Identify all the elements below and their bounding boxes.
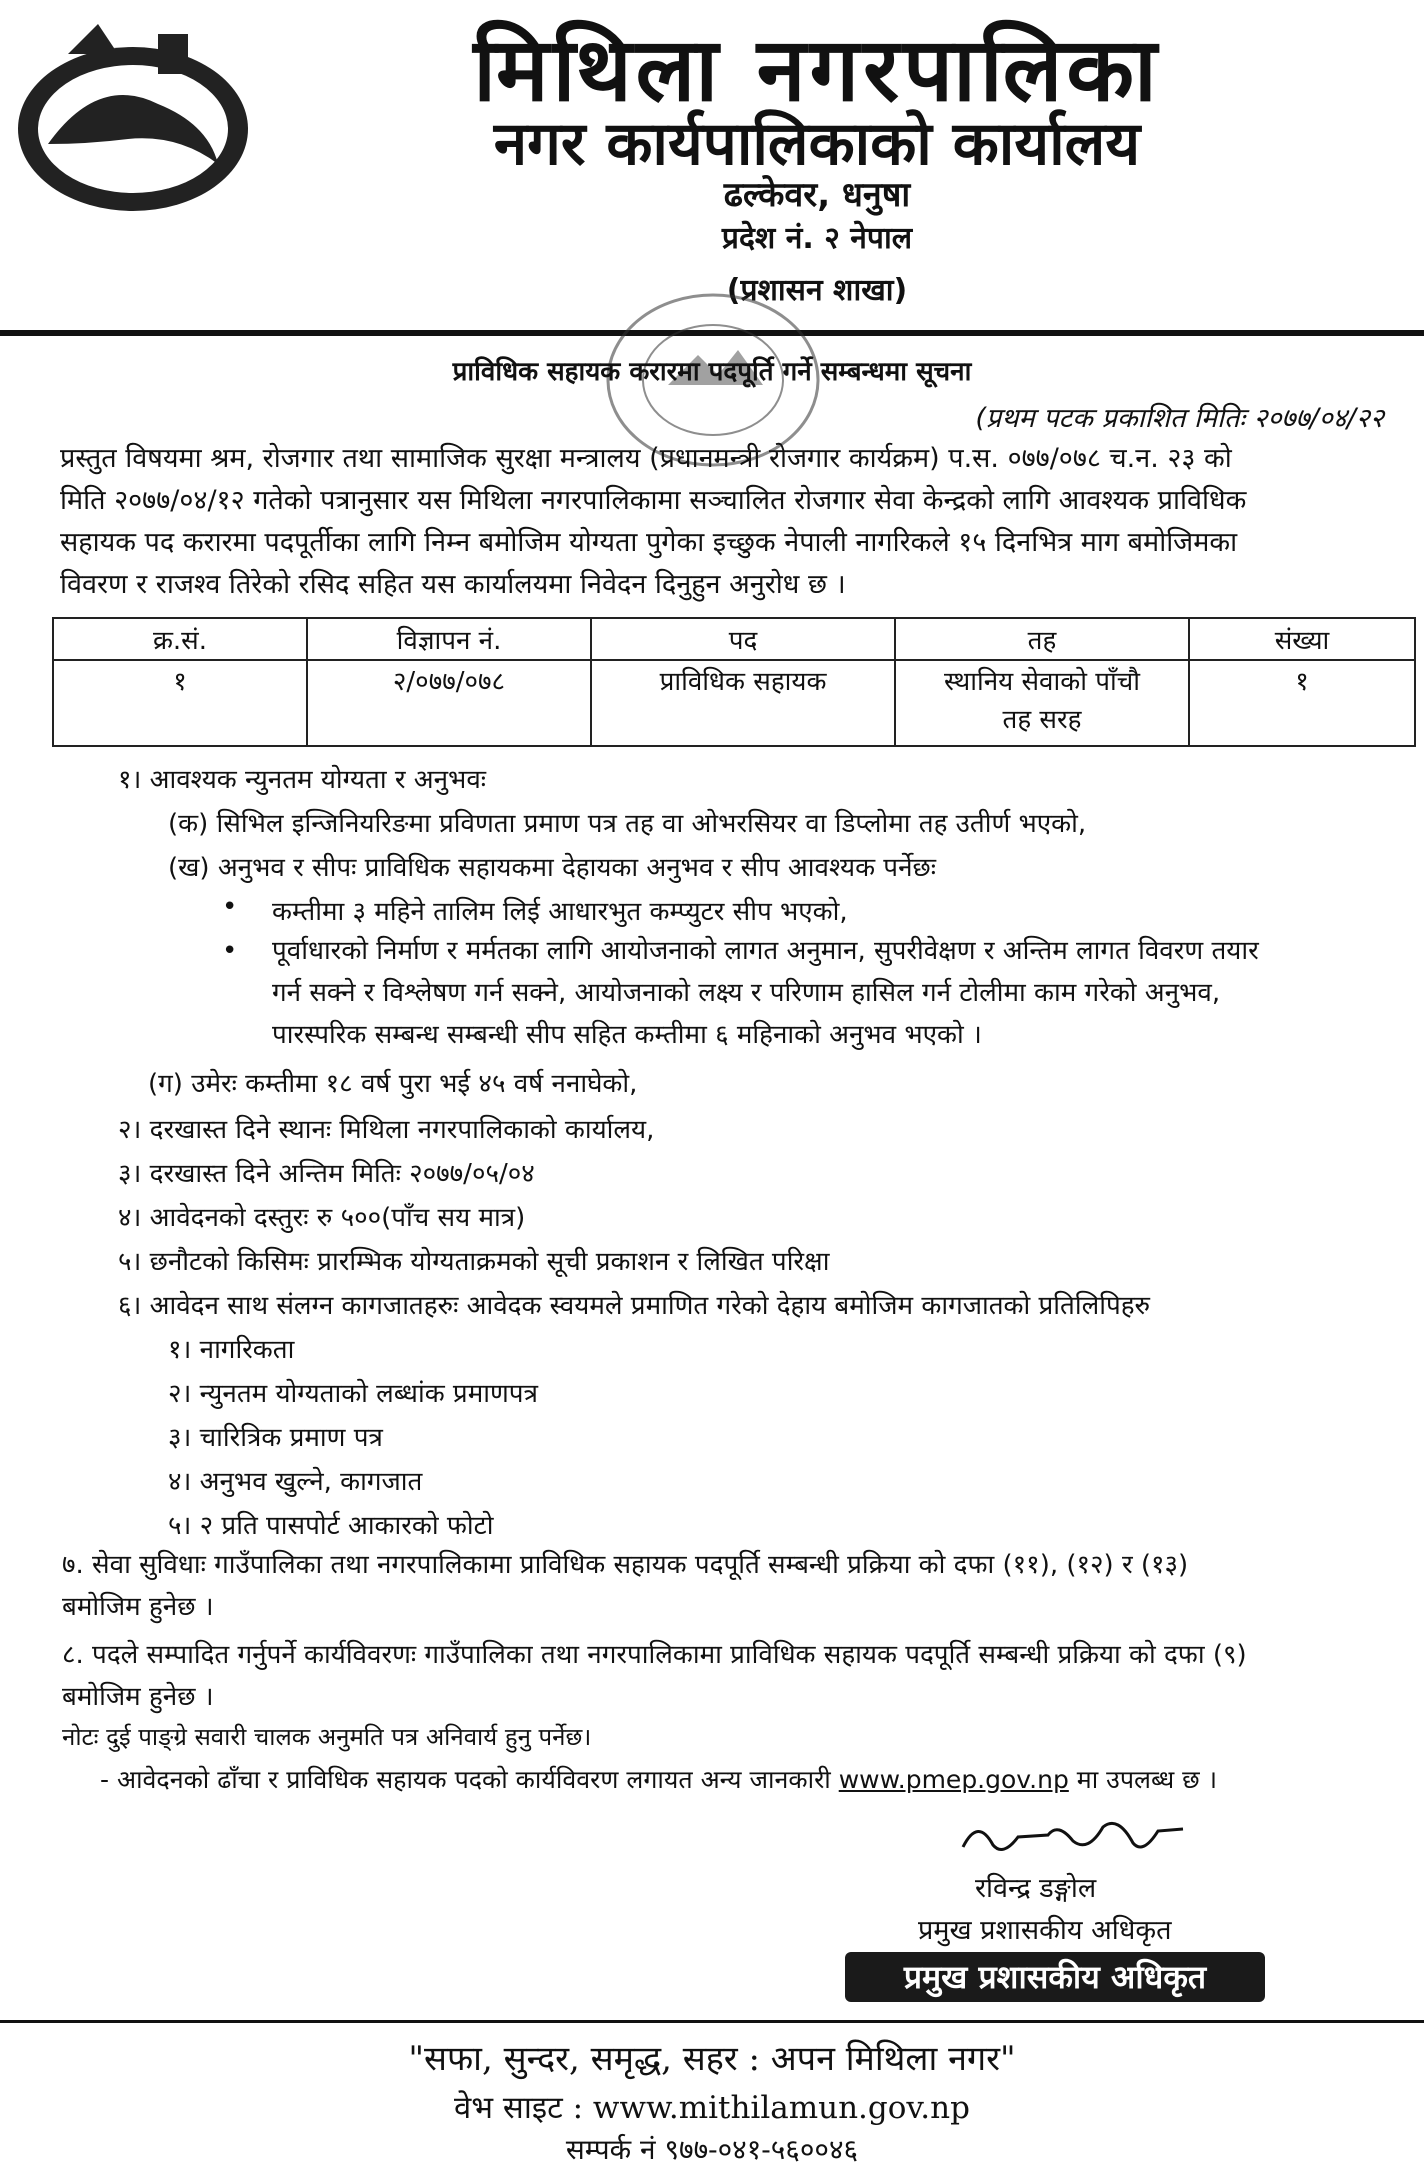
document-item: ५। २ प्रति पासपोर्ट आकारको फोटो — [168, 1511, 494, 1541]
cell-level-line: तह सरह — [1002, 705, 1082, 735]
requirement-1a: (क) सिभिल इन्जिनियरिङमा प्रविणता प्रमाण पत्र तह वा ओभरसियर वा डिप्लोमा तह उतीर्ण भएको, — [168, 809, 1087, 839]
document-item: ३। चारित्रिक प्रमाण पत्र — [168, 1423, 383, 1453]
column-header-sn: क्र.सं. — [53, 618, 307, 660]
office-province: प्रदेश नं. २ नेपाल — [721, 221, 913, 256]
signatory-name: रविन्द्र डङ्गोल — [975, 1873, 1097, 1904]
cell-ad-no: २/०७७/०७८ — [307, 660, 591, 746]
document-item: ४। अनुभव खुल्ने, कागजात — [168, 1467, 423, 1497]
note-1: नोटः दुई पाङ्ग्रे सवारी चालक अनुमति पत्र अनिवार्य हुनु पर्नेछ। — [62, 1723, 592, 1751]
requirement-4: ४। आवेदनको दस्तुरः रु ५००(पाँच सय मात्र) — [118, 1203, 526, 1233]
intro-line: प्रस्तुत विषयमा श्रम, रोजगार तथा सामाजिक सुरक्षा मन्त्रालय (प्रधानमन्त्री रोजगार कार्यक्रम) प.स. ०७७/०७८ च.न. २३ को — [60, 443, 1232, 474]
column-header-post: पद — [591, 618, 895, 660]
pmep-link[interactable]: www.pmep.gov.np — [838, 1765, 1069, 1794]
column-header-count: संख्या — [1189, 618, 1415, 660]
requirement-1c: (ग) उमेरः कम्तीमा १८ वर्ष पुरा भई ४५ वर्ष ननाघेको, — [148, 1069, 638, 1099]
office-address: ढल्केवर, धनुषा — [723, 175, 911, 215]
requirement-2: २। दरखास्त दिने स्थानः मिथिला नगरपालिकाको कार्यालय, — [118, 1115, 655, 1145]
footer-slogan: "सफा, सुन्दर, समृद्ध, सहर : अपन मिथिला नगर" — [408, 2039, 1016, 2079]
requirement-8 — [62, 1634, 1412, 1718]
cell-level-line: स्थानिय सेवाको पाँचौ — [944, 667, 1140, 697]
bullet-1: कम्तीमा ३ महिने तालिम लिई आधारभुत कम्प्युटर सीप भएको, — [272, 897, 848, 927]
signatory-designation: प्रमुख प्रशासकीय अधिकृत — [918, 1915, 1172, 1946]
document-item: २। न्युनतम योग्यताको लब्धांक प्रमाणपत्र — [168, 1379, 538, 1409]
column-header-ad-no: विज्ञापन नं. — [307, 618, 591, 660]
bullet-2 — [272, 930, 1412, 1056]
requirement-8-line: बमोजिम हुनेछ । — [62, 1682, 214, 1712]
requirement-6: ६। आवेदन साथ संलग्न कागजातहरुः आवेदक स्वयमले प्रमाणित गरेको देहाय बमोजिम कागजातको प्रतिलिपिहरु — [118, 1291, 1151, 1321]
footer-divider — [0, 2020, 1424, 2023]
requirement-1: १। आवश्यक न्युनतम योग्यता र अनुभवः — [118, 765, 487, 795]
footer-contact: सम्पर्क नं ९७७-०४१-५६००४६ — [565, 2133, 859, 2166]
bullet-2-line: पारस्परिक सम्बन्ध सम्बन्धी सीप सहित कम्तीमा ६ महिनाको अनुभव भएको । — [272, 1020, 982, 1050]
note-2 — [100, 1762, 1217, 1796]
requirement-7 — [62, 1544, 1412, 1628]
requirement-7-line: बमोजिम हुनेछ । — [62, 1592, 214, 1622]
intro-line: विवरण र राजश्व तिरेको रसिद सहित यस कार्यालयमा निवेदन दिनुहुन अनुरोध छ । — [60, 569, 846, 600]
requirement-5: ५। छनौटको किसिमः प्रारम्भिक योग्यताक्रमको सूची प्रकाशन र लिखित परिक्षा — [118, 1247, 830, 1277]
requirement-3: ३। दरखास्त दिने अन्तिम मितिः २०७७/०५/०४ — [118, 1159, 535, 1189]
designation-seal: प्रमुख प्रशासकीय अधिकृत — [845, 1952, 1265, 2002]
cell-sn: १ — [53, 660, 307, 746]
column-header-level: तह — [895, 618, 1189, 660]
requirement-8-line: ८. पदले सम्पादित गर्नुपर्ने कार्यविवरणः गाउँपालिका तथा नगरपालिकामा प्राविधिक सहायक पदपूर्ति सम्बन्धी प्रक्रिया को दफा (९) — [62, 1640, 1247, 1670]
vacancy-table — [52, 617, 1416, 747]
requirement-7-line: ७. सेवा सुविधाः गाउँपालिका तथा नगरपालिकामा प्राविधिक सहायक पदपूर्ति सम्बन्धी प्रक्रिया को दफा (११), (१२) र (१३) — [62, 1550, 1189, 1580]
office-branch: (प्रशासन शाखा) — [726, 273, 908, 308]
document-item: १। नागरिकता — [168, 1335, 295, 1365]
publish-date: (प्रथम पटक प्रकाशित मितिः २०७७/०४/२२ — [975, 403, 1384, 434]
table-row — [53, 660, 1415, 746]
office-subtitle: नगर कार्यपालिकाको कार्यालय — [493, 109, 1141, 179]
bullet-icon: • — [222, 892, 238, 922]
note-2-text: - आवेदनको ढाँचा र प्राविधिक सहायक पदको कार्यविवरण लगायत अन्य जानकारी — [100, 1765, 839, 1794]
cell-post: प्राविधिक सहायक — [591, 660, 895, 746]
nepal-emblem-icon — [8, 14, 258, 219]
intro-line: मिति २०७७/०४/१२ गतेको पत्रानुसार यस मिथिला नगरपालिकामा सञ्चालित रोजगार सेवा केन्द्रको लागि आवश्यक प्राविधिक — [60, 485, 1247, 516]
intro-paragraph — [60, 438, 1394, 606]
bullet-2-line: गर्न सक्ने र विश्लेषण गर्न सक्ने, आयोजनाको लक्ष्य र परिणाम हासिल गर्न टोलीमा काम गरेको अनुभव, — [272, 978, 1221, 1008]
requirement-1b: (ख) अनुभव र सीपः प्राविधिक सहायकमा देहायका अनुभव र सीप आवश्यक पर्नेछः — [168, 853, 936, 883]
cell-level — [895, 660, 1189, 746]
office-title: मिथिला नगरपालिका — [473, 18, 1161, 121]
table-header-row — [53, 618, 1415, 660]
intro-line: सहायक पद करारमा पदपूर्तीका लागि निम्न बमोजिम योग्यता पुगेका इच्छुक नेपाली नागरिकले १५ दिनभित्र माग बमोजिमका — [60, 527, 1238, 558]
bullet-2-line: पूर्वाधारको निर्माण र मर्मतका लागि आयोजनाको लागत अनुमान, सुपरीवेक्षण र अन्तिम लागत विवरण तयार — [272, 936, 1259, 966]
cell-count: १ — [1189, 660, 1415, 746]
footer-website[interactable]: वेभ साइट : www.mithilamun.gov.np — [454, 2090, 970, 2126]
bullet-icon: • — [222, 936, 238, 966]
notice-subject: प्राविधिक सहायक करारमा पदपूर्ति गर्ने सम्बन्धमा सूचना — [452, 357, 972, 387]
note-2-tail: मा उपलब्ध छ । — [1068, 1765, 1218, 1794]
signature-icon — [958, 1807, 1188, 1865]
